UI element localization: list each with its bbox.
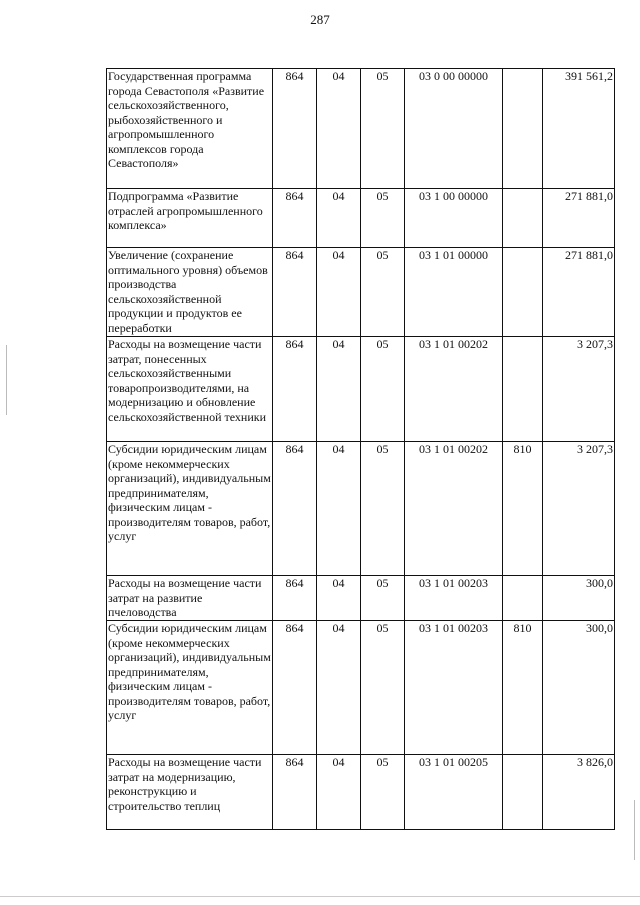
row-target-code: 03 1 01 00203 [405, 576, 503, 621]
row-name: Подпрограмма «Развитие отраслей агропромышленного комплекса» [107, 189, 273, 248]
row-target-code: 03 0 00 00000 [405, 69, 503, 189]
row-expense-type: 810 [503, 621, 543, 755]
row-target-code: 03 1 01 00202 [405, 337, 503, 442]
row-subsection-code: 05 [361, 189, 405, 248]
row-expense-type [503, 69, 543, 189]
row-expense-type: 810 [503, 442, 543, 576]
row-name: Расходы на возмещение части затрат на модернизацию, реконструкцию и строительство теплиц [107, 755, 273, 830]
row-subsection-code: 05 [361, 442, 405, 576]
row-name: Расходы на возмещение части затрат, понесенных сельскохозяйственными товаропроизводителями, на модернизацию и обновление сельскохозяйственной техники [107, 337, 273, 442]
row-sum: 300,0 [543, 621, 615, 755]
row-section-code: 04 [317, 576, 361, 621]
table-row [107, 248, 615, 337]
row-subsection-code: 05 [361, 621, 405, 755]
row-name: Расходы на возмещение части затрат на развитие пчеловодства [107, 576, 273, 621]
row-name: Субсидии юридическим лицам (кроме некоммерческих организаций), индивидуальным предпринимателям, физическим лицам - производителям товаров, работ, услуг [107, 621, 273, 755]
table-row [107, 576, 615, 621]
row-subsection-code: 05 [361, 337, 405, 442]
table-row [107, 337, 615, 442]
row-admin-code: 864 [273, 755, 317, 830]
row-subsection-code: 05 [361, 69, 405, 189]
row-section-code: 04 [317, 755, 361, 830]
row-section-code: 04 [317, 337, 361, 442]
row-target-code: 03 1 01 00203 [405, 621, 503, 755]
row-expense-type [503, 189, 543, 248]
row-target-code: 03 1 00 00000 [405, 189, 503, 248]
scan-artifact-right [634, 800, 635, 860]
row-sum: 271 881,0 [543, 248, 615, 337]
row-section-code: 04 [317, 69, 361, 189]
scan-artifact-left [6, 345, 7, 415]
row-section-code: 04 [317, 189, 361, 248]
row-admin-code: 864 [273, 337, 317, 442]
scan-edge-line [0, 896, 640, 897]
row-admin-code: 864 [273, 576, 317, 621]
row-subsection-code: 05 [361, 755, 405, 830]
row-name: Государственная программа города Севастополя «Развитие сельскохозяйственного, рыбохозяйственного и агропромышленного комплексов города Севастополя» [107, 69, 273, 189]
row-admin-code: 864 [273, 621, 317, 755]
row-name: Субсидии юридическим лицам (кроме некоммерческих организаций), индивидуальным предпринимателям, физическим лицам - производителям товаров, работ, услуг [107, 442, 273, 576]
page-number: 287 [310, 12, 330, 27]
row-subsection-code: 05 [361, 248, 405, 337]
row-target-code: 03 1 01 00205 [405, 755, 503, 830]
row-expense-type [503, 576, 543, 621]
row-sum: 3 826,0 [543, 755, 615, 830]
row-admin-code: 864 [273, 189, 317, 248]
row-section-code: 04 [317, 442, 361, 576]
row-target-code: 03 1 01 00202 [405, 442, 503, 576]
table-row [107, 621, 615, 755]
table-row [107, 442, 615, 576]
row-expense-type [503, 337, 543, 442]
table-row [107, 755, 615, 830]
row-admin-code: 864 [273, 442, 317, 576]
row-expense-type [503, 248, 543, 337]
row-section-code: 04 [317, 248, 361, 337]
row-subsection-code: 05 [361, 576, 405, 621]
table-row [107, 189, 615, 248]
row-admin-code: 864 [273, 69, 317, 189]
row-target-code: 03 1 01 00000 [405, 248, 503, 337]
budget-table-body [107, 69, 615, 830]
row-sum: 3 207,3 [543, 337, 615, 442]
row-admin-code: 864 [273, 248, 317, 337]
row-section-code: 04 [317, 621, 361, 755]
row-sum: 300,0 [543, 576, 615, 621]
row-sum: 3 207,3 [543, 442, 615, 576]
row-sum: 391 561,2 [543, 69, 615, 189]
budget-table [106, 68, 615, 830]
row-name: Увеличение (сохранение оптимального уровня) объемов производства сельскохозяйственной продукции и продуктов ее переработки [107, 248, 273, 337]
row-sum: 271 881,0 [543, 189, 615, 248]
row-expense-type [503, 755, 543, 830]
table-row [107, 69, 615, 189]
